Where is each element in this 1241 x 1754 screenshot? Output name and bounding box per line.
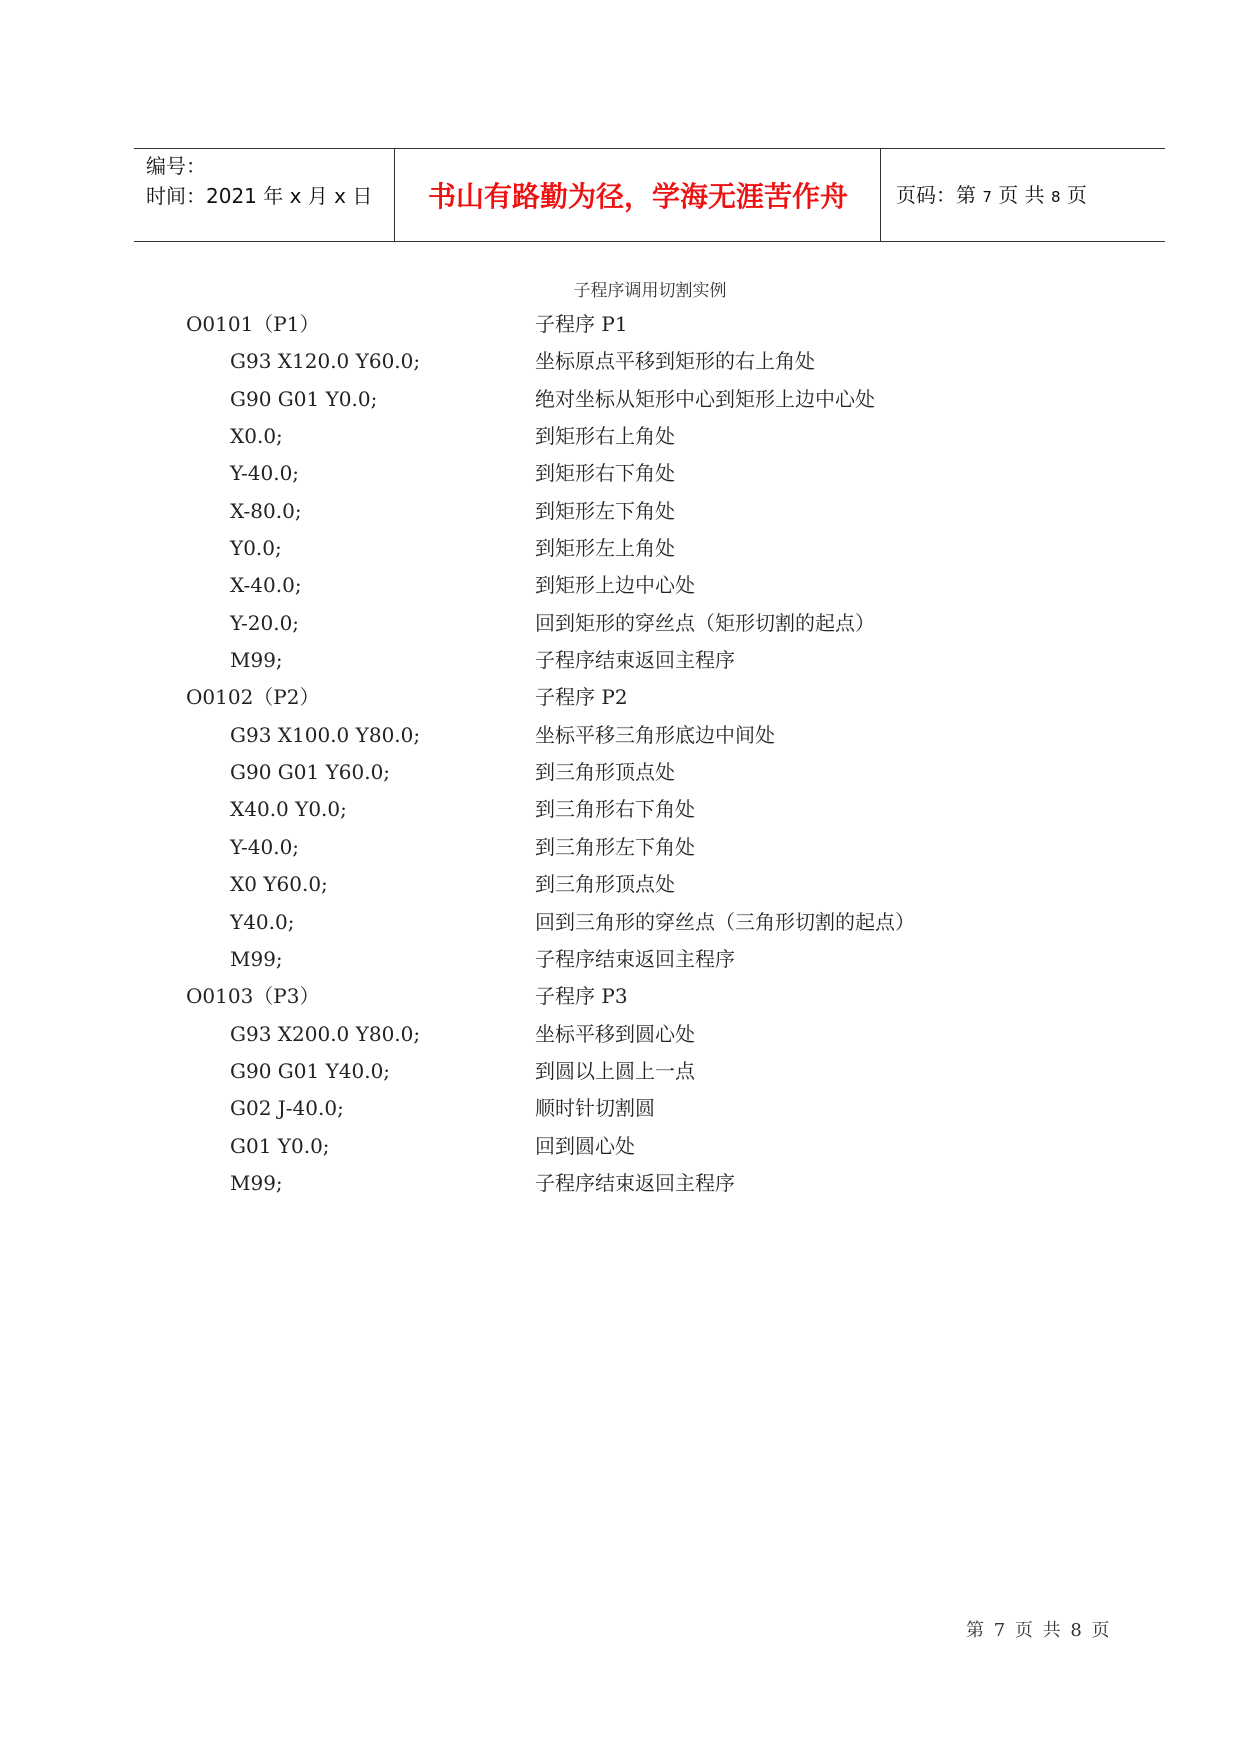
program-line-row bbox=[186, 1090, 1086, 1127]
code-comment: 回到矩形的穿丝点（矩形切割的起点） bbox=[535, 610, 875, 635]
code-comment: 坐标平移三角形底边中间处 bbox=[535, 722, 775, 747]
program-line-row bbox=[186, 1128, 1086, 1165]
nc-code: X0.0; bbox=[230, 424, 283, 449]
program-line-row bbox=[186, 904, 1086, 941]
nc-code: Y-40.0; bbox=[230, 834, 300, 859]
code-comment: 到三角形顶点处 bbox=[535, 760, 675, 785]
code-comment: 到矩形上边中心处 bbox=[535, 573, 695, 598]
nc-code: O0103（P3） bbox=[186, 984, 320, 1009]
code-comment: 到矩形右下角处 bbox=[535, 461, 675, 486]
page-header bbox=[134, 148, 1165, 242]
code-comment: 到三角形顶点处 bbox=[535, 872, 675, 897]
nc-code: Y-40.0; bbox=[230, 461, 300, 486]
document-number-label: 编号： bbox=[146, 154, 206, 178]
program-line-row bbox=[186, 1016, 1086, 1053]
program-line-row bbox=[186, 455, 1086, 492]
nc-code: X0 Y60.0; bbox=[230, 872, 328, 897]
code-comment: 子程序结束返回主程序 bbox=[535, 1170, 735, 1195]
page-current: 7 bbox=[982, 188, 992, 206]
nc-code: M99; bbox=[230, 1170, 283, 1195]
code-comment: 到三角形右下角处 bbox=[535, 797, 695, 822]
code-comment: 子程序结束返回主程序 bbox=[535, 648, 735, 673]
nc-code: G90 G01 Y60.0; bbox=[230, 760, 391, 785]
nc-code: X40.0 Y0.0; bbox=[230, 797, 347, 822]
code-comment: 回到三角形的穿丝点（三角形切割的起点） bbox=[535, 909, 915, 934]
header-divider-right bbox=[880, 149, 881, 241]
page-total: 8 bbox=[1050, 188, 1061, 206]
program-line-row bbox=[186, 941, 1086, 978]
code-comment: 到矩形左下角处 bbox=[535, 498, 675, 523]
program-line-row bbox=[186, 418, 1086, 455]
code-comment: 子程序 P2 bbox=[535, 685, 628, 710]
code-comment: 到矩形左上角处 bbox=[535, 536, 675, 561]
nc-code: M99; bbox=[230, 946, 283, 971]
code-comment: 子程序 P1 bbox=[535, 312, 628, 336]
subroutine-header-row bbox=[186, 306, 1086, 343]
nc-code: O0102（P2） bbox=[186, 685, 320, 710]
program-line-row bbox=[186, 530, 1086, 567]
code-comment: 到矩形右上角处 bbox=[535, 424, 675, 449]
program-line-row bbox=[186, 605, 1086, 642]
code-comment: 绝对坐标从矩形中心到矩形上边中心处 bbox=[535, 386, 875, 411]
header-motto: 书山有路勤为径，学海无涯苦作舟 bbox=[427, 180, 848, 213]
nc-code: Y0.0; bbox=[230, 536, 282, 561]
program-line-row bbox=[186, 791, 1086, 828]
nc-code: O0101（P1） bbox=[186, 312, 320, 336]
program-line-row bbox=[186, 829, 1086, 866]
program-line-row bbox=[186, 642, 1086, 679]
code-comment: 坐标原点平移到矩形的右上角处 bbox=[535, 349, 815, 374]
header-page-number bbox=[896, 179, 1087, 208]
program-line-row bbox=[186, 343, 1086, 380]
nc-code: Y40.0; bbox=[230, 909, 295, 934]
code-comment: 到三角形左下角处 bbox=[535, 834, 695, 859]
page-mid: 页 共 bbox=[998, 183, 1045, 207]
nc-code: G90 G01 Y0.0; bbox=[230, 386, 378, 411]
nc-code: G01 Y0.0; bbox=[230, 1133, 330, 1158]
program-line-row bbox=[186, 381, 1086, 418]
code-comment: 回到圆心处 bbox=[535, 1133, 635, 1158]
document-title: 子程序调用切割实例 bbox=[573, 281, 727, 301]
program-line-row bbox=[186, 754, 1086, 791]
nc-code: X-80.0; bbox=[230, 498, 302, 523]
program-line-row bbox=[186, 866, 1086, 903]
program-line-row bbox=[186, 717, 1086, 754]
nc-code: G02 J-40.0; bbox=[230, 1096, 344, 1121]
page-suffix: 页 bbox=[1066, 183, 1087, 207]
header-divider-left bbox=[394, 149, 395, 241]
page-prefix: 页码：第 bbox=[896, 183, 976, 207]
code-comment: 到圆以上圆上一点 bbox=[535, 1058, 695, 1083]
nc-code: G93 X100.0 Y80.0; bbox=[230, 722, 421, 747]
program-line-row bbox=[186, 1053, 1086, 1090]
subroutine-header-row bbox=[186, 679, 1086, 716]
document-time: 时间：2021 年 x 月 x 日 bbox=[146, 184, 373, 208]
code-comment: 子程序 P3 bbox=[535, 984, 628, 1009]
subroutine-header-row bbox=[186, 978, 1086, 1015]
nc-code: G90 G01 Y40.0; bbox=[230, 1058, 391, 1083]
code-comment: 顺时针切割圆 bbox=[535, 1096, 655, 1121]
nc-code: M99; bbox=[230, 648, 283, 673]
program-line-row bbox=[186, 493, 1086, 530]
program-listing bbox=[186, 306, 1086, 1202]
program-line-row bbox=[186, 1165, 1086, 1202]
program-line-row bbox=[186, 567, 1086, 604]
nc-code: G93 X200.0 Y80.0; bbox=[230, 1021, 421, 1046]
page-footer: 第 7 页 共 8 页 bbox=[966, 1620, 1110, 1641]
code-comment: 坐标平移到圆心处 bbox=[535, 1021, 695, 1046]
code-comment: 子程序结束返回主程序 bbox=[535, 946, 735, 971]
nc-code: G93 X120.0 Y60.0; bbox=[230, 349, 421, 374]
header-meta bbox=[146, 151, 372, 211]
nc-code: Y-20.0; bbox=[230, 610, 300, 635]
nc-code: X-40.0; bbox=[230, 573, 302, 598]
